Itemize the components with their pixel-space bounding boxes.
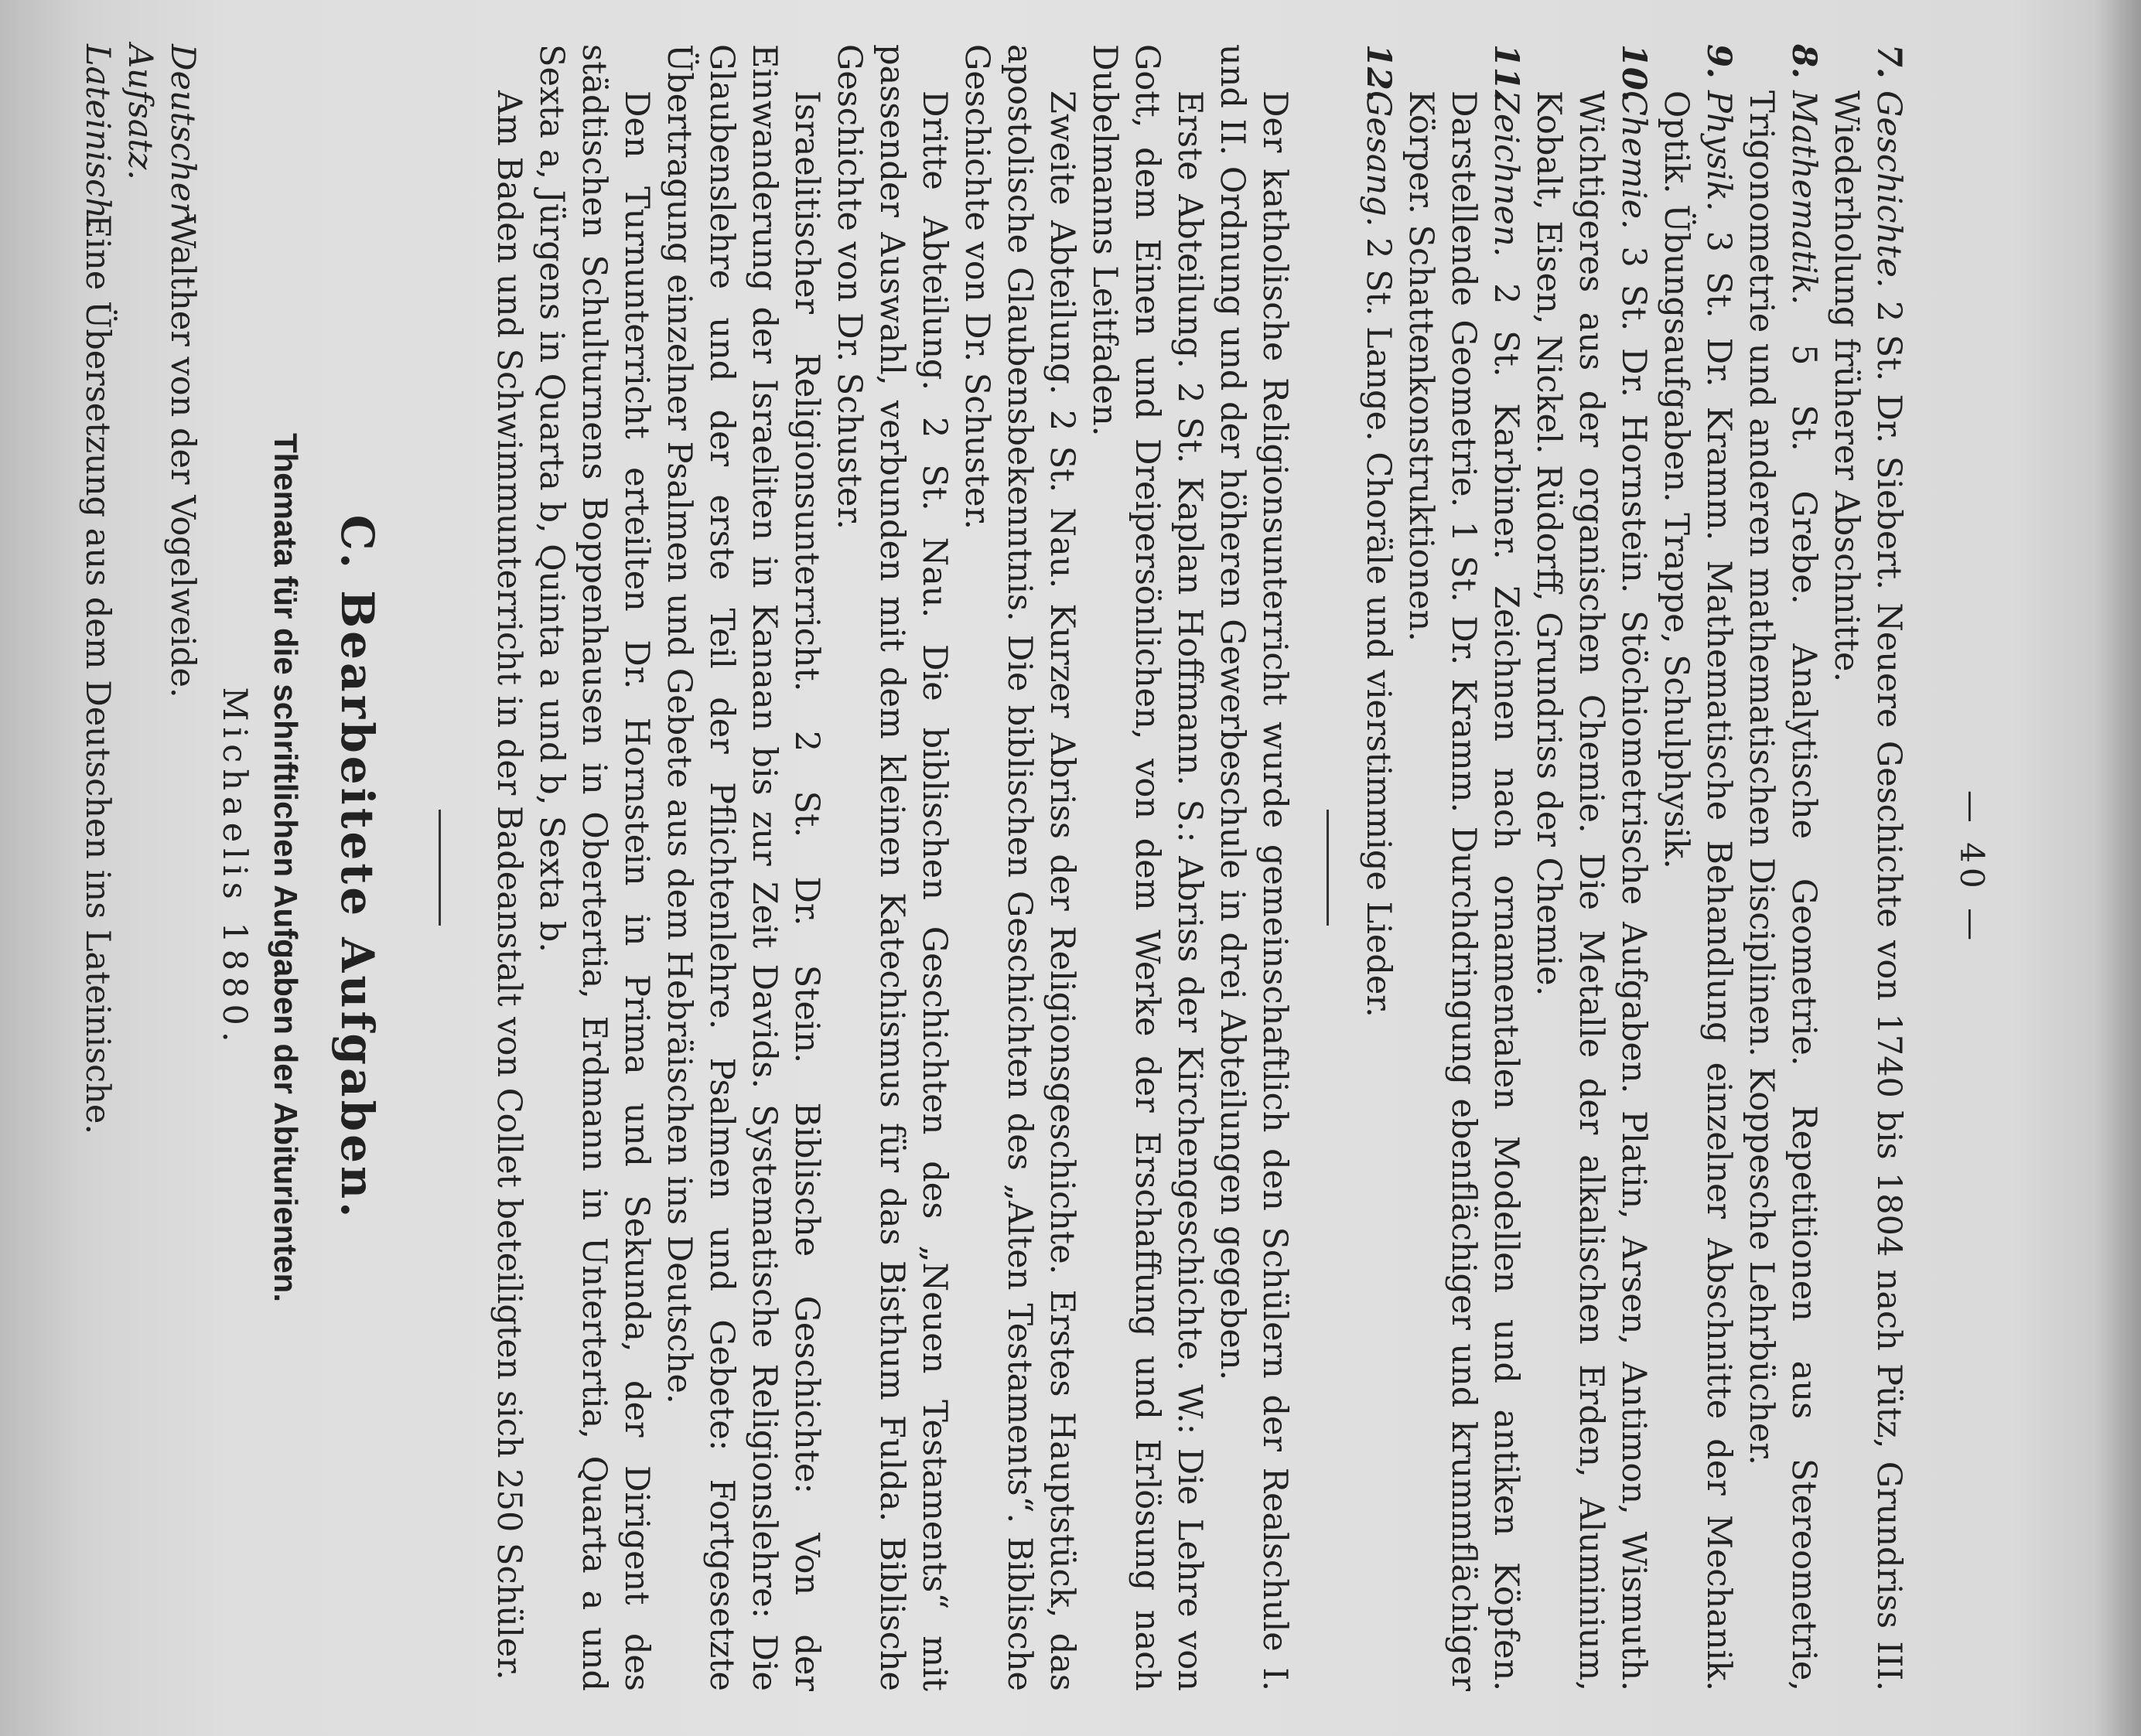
entry-text (1527, 90, 1654, 1691)
topic-row (118, 44, 203, 1691)
entry-number: 12. (1359, 44, 1398, 102)
subject-entry (1357, 44, 1399, 1691)
entry-subject: Geschichte. (1870, 90, 1908, 288)
subject-entry (1654, 44, 1740, 1691)
body-paragraph: Der katholische Religionsunterricht wurde gemeinschaftlich den Schülern der Realschule I. und II. Ordnung und der höheren Gewerbeschule in drei Abteilungen gegeben. (1213, 44, 1294, 1691)
entry-subject: Physik. (1699, 90, 1738, 212)
entry-description: 3 St. Dr. Hornstein. Stöchiometrische Aufgaben. Platin, Arsen, Antimon, Wismuth. Wichtigeres aus der organischen Chemie. Die Metalle der alkalischen Erden, Aluminium, Kobalt, Eisen, Nickel. Rüdorff, Grundriss der Chemie. (1529, 90, 1653, 1691)
entry-text (1825, 90, 1910, 1691)
topic-row (76, 44, 118, 1691)
subject-entry (1527, 44, 1654, 1691)
topic-value: Eine Übersetzung aus dem Deutschen ins Lateinische. (78, 214, 117, 1135)
entry-text (1654, 90, 1740, 1691)
section-title: C. Bearbeitete Aufgaben. (331, 514, 384, 1221)
entry-description: 2 St. Lange. Choräle und vierstimmige Lieder. (1359, 237, 1398, 1018)
entry-description: 2 St. Karbiner. Zeichnen nach ornamentalen Modellen und antiken Köpfen. Darstellende Geometrie. 1 St. Dr. Kramm. Durchdringung ebenflächiger und krummflächiger Körper. Schattenkonstruktionen. (1402, 90, 1525, 1691)
section-subtitle: Themata für die schriftlichen Aufgaben der Abiturienten. (268, 432, 304, 1302)
subject-entry (1399, 44, 1527, 1691)
body-paragraph: Am Baden und Schwimmunterricht in der Badeanstalt von Collet beteiligten sich 250 Schüler. (490, 90, 528, 1680)
entry-number: 10. (1614, 44, 1653, 102)
entry-number: 7. (1870, 44, 1908, 79)
separator-rule (439, 810, 441, 926)
entry-number: 9. (1699, 44, 1738, 79)
entry-subject: Zeichnen. (1487, 90, 1525, 258)
subject-entry (1825, 44, 1910, 1691)
entry-subject: Mathematik. (1784, 90, 1823, 305)
entry-description: 2 St. Dr. Siebert. Neuere Geschichte von 1740 bis 1804 nach Pütz, Grundriss III. Wiederholung früherer Abschnitte. (1827, 90, 1908, 1692)
entry-text (1357, 90, 1399, 1691)
entry-subject: Gesang. (1359, 90, 1398, 227)
entry-description: 5 St. Grebe. Analytische Geometrie. Repetitionen aus Stereometrie, Trigonometrie und anderen mathematischen Disciplinen. Koppesche Lehrbücher. (1742, 90, 1823, 1692)
body-paragraph: Erste Abteilung. 2 St. Kaplan Hoffmann. S.: Abriss der Kirchengeschichte. W.: Die Lehre von Gott, dem Einen und Dreipersönlichen, von dem Werke der Erschaffung und Erlösung nach Dubelmanns Leitfaden. (1085, 44, 1209, 1691)
body-paragraph: Dritte Abteilung. 2 St. Nau. Die biblischen Geschichten des „Neuen Testaments“ mit passender Auswahl, verbunden mit dem kleinen Katechismus für das Bisthum Fulda. Biblische Geschichte von Dr. Schuster. (830, 44, 954, 1691)
topic-list (76, 44, 203, 1691)
entry-number: 8. (1784, 44, 1823, 79)
entry-description: 3 St. Dr. Kramm. Mathematische Behandlung einzelner Abschnitte der Mechanik. Optik. Übungsaufgaben. Trappe, Schulphysik. (1657, 90, 1738, 1692)
body-paragraph: Israelitischer Religionsunterricht. 2 St. Dr. Stein. Biblische Geschichte: Von der Einwanderung der Israeliten in Kanaan bis zur Zeit Davids. Systematische Religionslehre: Die Glaubenslehre und der erste Teil der Pflichtenlehre. Psalmen und Gebete: Fortgesetzte Übertragung einzelner Psalmen und Gebete aus dem Hebräischen ins Deutsche. (660, 44, 826, 1691)
page-number: — 40 — (1953, 790, 1991, 946)
separator-rule (1327, 810, 1329, 926)
topic-value: Walther von der Vogelweide. (163, 214, 202, 698)
entry-subject: Chemie. (1614, 90, 1653, 230)
religion-paragraphs (487, 44, 1296, 1691)
entry-number: 11. (1487, 44, 1525, 102)
date-line: Michaelis 1880. (215, 687, 254, 1049)
body-paragraph: Zweite Abteilung. 2 St. Nau. Kurzer Abriss der Religionsgeschichte. Erstes Hauptstück, das apostolische Glaubensbekenntnis. Die biblischen Geschichten des „Alten Testaments“. Biblische Geschichte von Dr. Schuster. (958, 44, 1081, 1691)
page-edge-shadow (2095, 0, 2141, 1736)
document-page (78, 44, 1995, 1692)
subject-list (1357, 44, 1910, 1691)
topic-label: Lateinisch. (78, 44, 117, 230)
entry-text (1399, 90, 1527, 1691)
entry-text (1740, 90, 1825, 1691)
body-paragraph: Den Turnunterricht erteilten Dr. Hornstein in Prima und Sekunda, der Dirigent des städtischen Schulturnens Boppenhausen in Obertertia, Erdmann in Untertertia, Quarta a und Sexta a, Jürgens in Quarta b, Quinta a und b, Sexta b. (532, 44, 656, 1691)
topic-label: Deutscher Aufsatz. (121, 44, 202, 218)
subject-entry (1740, 44, 1825, 1691)
